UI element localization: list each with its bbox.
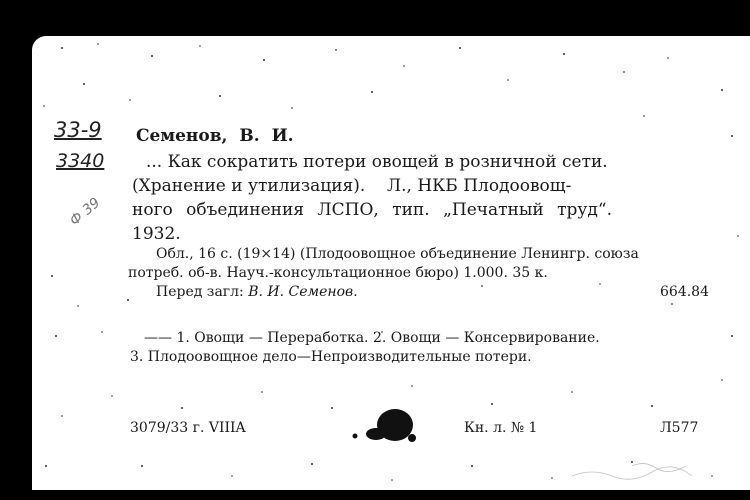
description-line-2: потреб. об-в. Науч.-консультационное бюро) 1.000. 35 к. xyxy=(128,265,548,281)
call-number-bottom: 3340 xyxy=(56,150,105,172)
call-number-top: 33-9 xyxy=(54,118,102,142)
subjects-line-1: —— 1. Овощи — Переработка. 2. Овощи — Консервирование. xyxy=(144,330,600,346)
heading-note xyxy=(156,284,358,300)
author-heading: Семенов, В. И. xyxy=(136,126,294,146)
subjects-line-2: 3. Плодоовощное дело—Непроизводительные потери. xyxy=(130,349,532,365)
heading-note-author: В. И. Семенов. xyxy=(248,284,358,300)
heading-note-prefix: Перед загл: xyxy=(156,284,244,300)
classification-number: 664.84 xyxy=(660,284,709,300)
handwritten-stamp: Ф 39 xyxy=(66,194,104,230)
title-line-4: 1932. xyxy=(132,224,181,244)
catalog-card xyxy=(32,36,750,490)
ink-blot xyxy=(353,409,417,442)
title-line-2: (Хранение и утилизация). Л., НКБ Плодоовощ- xyxy=(132,176,572,196)
footer-code: Л577 xyxy=(660,420,699,436)
footer-accession: 3079/33 г. VIIIA xyxy=(130,420,246,436)
footer-book-chronicle: Кн. л. № 1 xyxy=(464,420,538,436)
title-line-1: ... Как сократить потери овощей в розничной сети. xyxy=(146,152,608,172)
description-line-1: Обл., 16 с. (19×14) (Плодоовощное объединение Ленингр. союза xyxy=(156,246,639,262)
title-line-3: ного объединения ЛСПО, тип. „Печатный труд“. xyxy=(132,200,612,220)
